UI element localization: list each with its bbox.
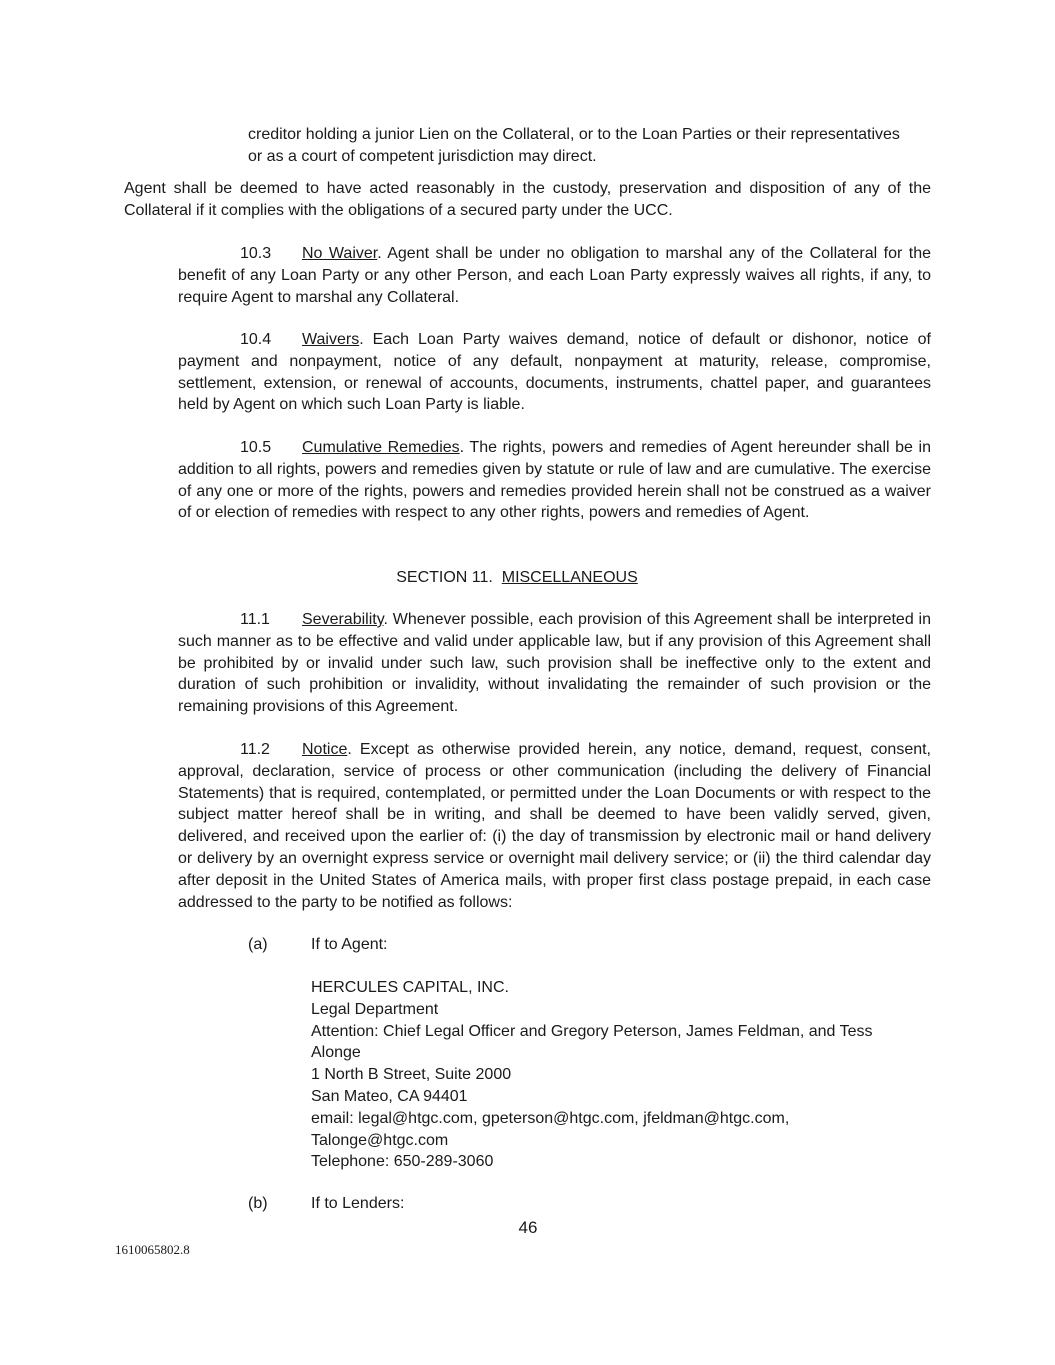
section-title-name: MISCELLANEOUS (501, 569, 638, 586)
section-heading: Cumulative Remedies (302, 439, 460, 456)
section-10-5 (178, 437, 931, 524)
intro-continuation (248, 124, 938, 168)
item-a-text: If to Agent: (311, 936, 388, 953)
section-text: . Each Loan Party waives demand, notice of default or dishonor, notice of payment and nonpayment, notice of any default, nonpayment at maturity, release, compromise, settlement, extension, or renewal of accounts, documents, instruments, chattel paper, and guarantees held by Agent on which such Loan Party is liable. (178, 331, 931, 414)
section-number: 10.4 (240, 331, 272, 348)
address-line: Legal Department (311, 1000, 439, 1018)
section-title-prefix: SECTION 11. (396, 569, 493, 586)
agent-paragraph: Agent shall be deemed to have acted reasonably in the custody, preservation and disposition of any of the Collateral if it complies with the obligations of a secured party under the UCC. (124, 180, 931, 219)
section-number: 10.5 (240, 439, 272, 456)
section-number: 11.2 (240, 741, 270, 758)
section-number: 10.3 (240, 245, 272, 262)
address-line: San Mateo, CA 94401 (311, 1087, 468, 1105)
address-line: HERCULES CAPITAL, INC. (311, 979, 509, 996)
section-10-3 (178, 243, 931, 308)
section-heading: Waivers (302, 331, 360, 348)
address-line: 1 North B Street, Suite 2000 (311, 1066, 512, 1084)
intro-line: creditor holding a junior Lien on the Collateral, or to the Loan Parties or their representatives (248, 126, 900, 143)
address-line: Talonge@htgc.com (311, 1131, 449, 1149)
agent-address-block (311, 977, 931, 1173)
section-11-2 (178, 739, 931, 913)
section-text: . Whenever possible, each provision of this Agreement shall be interpreted in such manner as to be effective and valid under applicable law, but if any provision of this Agreement shall be prohibited by or invalid under such law, such provision shall be ineffective only to the extent and duration of such prohibition or invalidity, without invalidating the remainder of such provision or the remaining provisions of this Agreement. (178, 611, 931, 716)
item-b-label: (b) (248, 1195, 268, 1212)
document-id: 1610065802.8 (115, 1242, 190, 1257)
item-a-label: (a) (248, 936, 268, 953)
section-11-1 (178, 609, 931, 718)
intro-line: or as a court of competent jurisdiction may direct. (248, 147, 597, 165)
item-b-text: If to Lenders: (311, 1195, 405, 1212)
address-line: Attention: Chief Legal Officer and Gregory Peterson, James Feldman, and Tess (311, 1022, 873, 1040)
section-heading: No Waiver (302, 245, 378, 262)
section-11-title (178, 567, 856, 589)
section-number: 11.1 (240, 611, 270, 628)
section-text: . Agent shall be under no obligation to marshal any of the Collateral for the benefit of any Loan Party or any other Person, and each Loan Party expressly waives all rights, if any, to require Agent to marshal any Collateral. (178, 245, 931, 306)
section-heading: Notice (302, 741, 348, 758)
address-line: Telephone: 650-289-3060 (311, 1153, 494, 1171)
address-line: email: legal@htgc.com, gpeterson@htgc.com, jfeldman@htgc.com, (311, 1109, 790, 1127)
page-number: 46 (518, 1218, 538, 1237)
section-heading: Severability (302, 611, 384, 628)
section-text: . Except as otherwise provided herein, any notice, demand, request, consent, approval, declaration, service of process or other communication (including the delivery of Financial Statements) that is required, contemplated, or permitted under the Loan Documents or with respect to the subject matter hereof shall be in writing, and shall be deemed to have been validly served, given, delivered, and received upon the earlier of: (i) the day of transmission by electronic mail or hand delivery or delivery by an overnight express service or overnight mail delivery service; or (ii) the third calendar day after deposit in the United States of America mails, with proper first class postage prepaid, in each case addressed to the party to be notified as follows: (178, 741, 931, 911)
address-line: Alonge (311, 1044, 361, 1062)
section-text: . The rights, powers and remedies of Agent hereunder shall be in addition to all rights, powers and remedies given by statute or rule of law and are cumulative. The exercise of any one or more of the rights, powers and remedies provided herein shall not be construed as a waiver of or election of remedies with respect to any other rights, powers and remedies of Agent. (178, 439, 931, 522)
section-10-4 (178, 329, 931, 416)
